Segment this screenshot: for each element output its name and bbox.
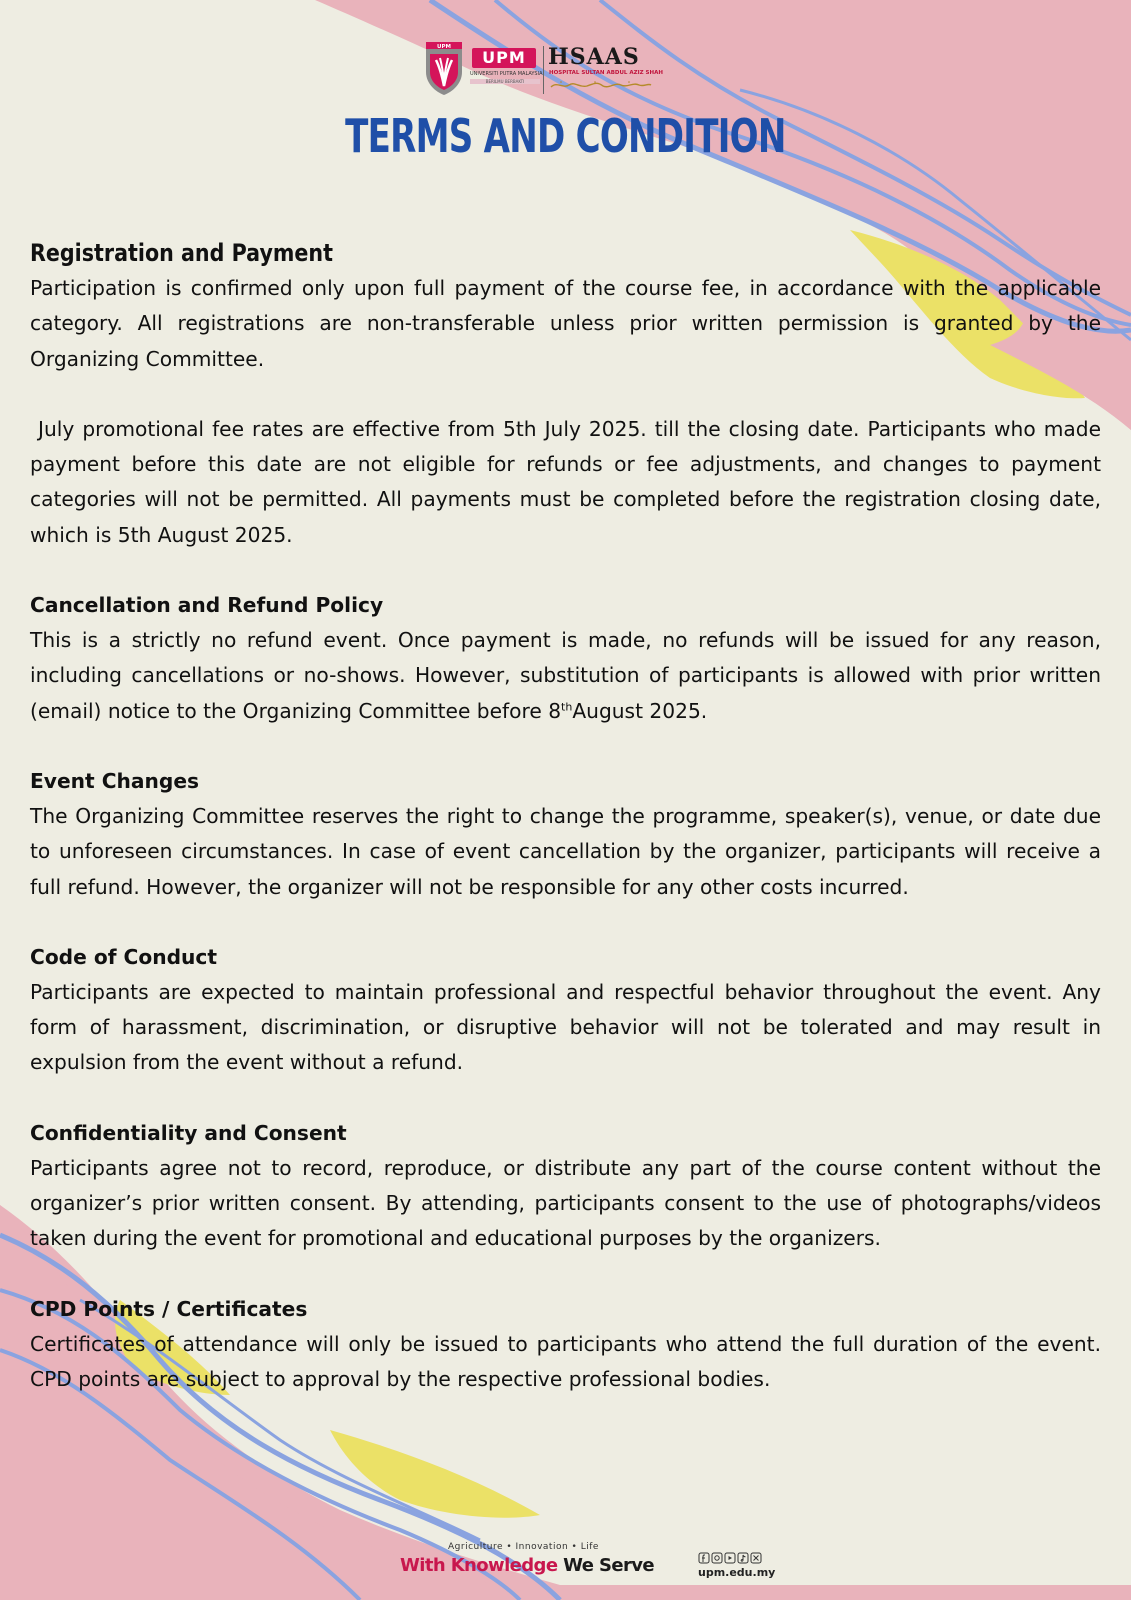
hsaas-jawi-script-icon [549,79,653,91]
section-cancellation [30,588,1101,729]
logo-divider [543,46,544,94]
x-icon[interactable] [751,1553,761,1563]
upm-crest-icon [422,42,466,96]
footer [400,1542,780,1582]
section-cpd [30,1292,1101,1398]
website-link[interactable]: upm.edu.my [698,1566,776,1579]
hsaas-subtitle: HOSPITAL SULTAN ABDUL AZIZ SHAH [549,70,663,76]
cancellation-text: This is a strictly no refund event. Once payment is made, no refunds will be issued for any reason, including cancellations or no-shows. However, substitution of participants is allowed with prior written (email) notice to the Organizing Committee before 8 [30,628,1101,723]
upm-motto-strip: BERILMU BERBAKTI [470,79,540,84]
youtube-icon[interactable] [725,1553,735,1563]
social-icons [698,1552,778,1564]
registration-paragraph-2: July promotional fee rates are effective from 5th July 2025. till the closing date. Participants who made payment before this date are not eligible for refunds or fee adjustments, and changes to payment categories will not be permitted. All payments must be completed before the registration closing date, which is 5th August 2025. [30,416,1108,547]
confidentiality-paragraph: Participants agree not to record, reproduce, or distribute any part of the course content without the organizer’s prior written consent. By attending, participants consent to the use of photographs/videos taken during the event for promotional and educational purposes by the organizers. [30,1155,1101,1251]
header-logos [420,42,680,102]
ordinal-suffix: th [561,699,573,713]
cancellation-paragraph [30,623,1101,729]
facebook-icon[interactable] [699,1553,709,1563]
instagram-icon[interactable] [712,1553,722,1563]
section-registration [30,236,1108,553]
section-heading-confidentiality: Confidentiality and Consent [30,1120,347,1145]
section-confidentiality [30,1116,1101,1257]
section-event-changes [30,764,1101,905]
upm-crest-text: UPM [437,44,451,50]
cancellation-date-text: August 2025. [572,698,708,723]
motto-part-2: We Serve [557,1555,654,1576]
section-heading-cpd: CPD Points / Certificates [30,1296,308,1321]
footer-tagline: Agriculture • Innovation • Life [448,1542,599,1552]
section-conduct [30,940,1101,1081]
page-title: TERMS AND CONDITION [345,109,786,163]
upm-wordmark: UPM [472,48,536,68]
hsaas-wordmark: HSAAS [548,44,640,70]
upm-subtitle: UNIVERSITI PUTRA MALAYSIA [470,71,543,77]
section-heading-registration: Registration and Payment [30,239,333,267]
cpd-paragraph: Certificates of attendance will only be issued to participants who attend the full duration of the event. CPD points are subject to approval by the respective professional bodies. [30,1331,1101,1391]
motto-part-1: With Knowledge [400,1555,558,1576]
event-changes-paragraph: The Organizing Committee reserves the right to change the programme, speaker(s), venue, or date due to unforeseen circumstances. In case of event cancellation by the organizer, participants will receive a full refund. However, the organizer will not be responsible for any other costs incurred. [30,803,1101,899]
registration-paragraph-1: Participation is confirmed only upon full payment of the course fee, in accordance with the applicable category. All registrations are non-transferable unless prior written permission is granted by the Organizing Committee. [30,276,1101,371]
section-heading-cancellation: Cancellation and Refund Policy [30,593,384,618]
footer-motto [400,1555,654,1576]
terms-body [30,236,1108,1397]
section-heading-conduct: Code of Conduct [30,944,218,969]
conduct-paragraph: Participants are expected to maintain professional and respectful behavior throughout the event. Any form of harassment, discrimination, or disruptive behavior will not be tolerated and may result in expulsion from the event without a refund. [30,979,1101,1075]
tiktok-icon[interactable] [738,1553,748,1563]
section-heading-event-changes: Event Changes [30,768,200,793]
